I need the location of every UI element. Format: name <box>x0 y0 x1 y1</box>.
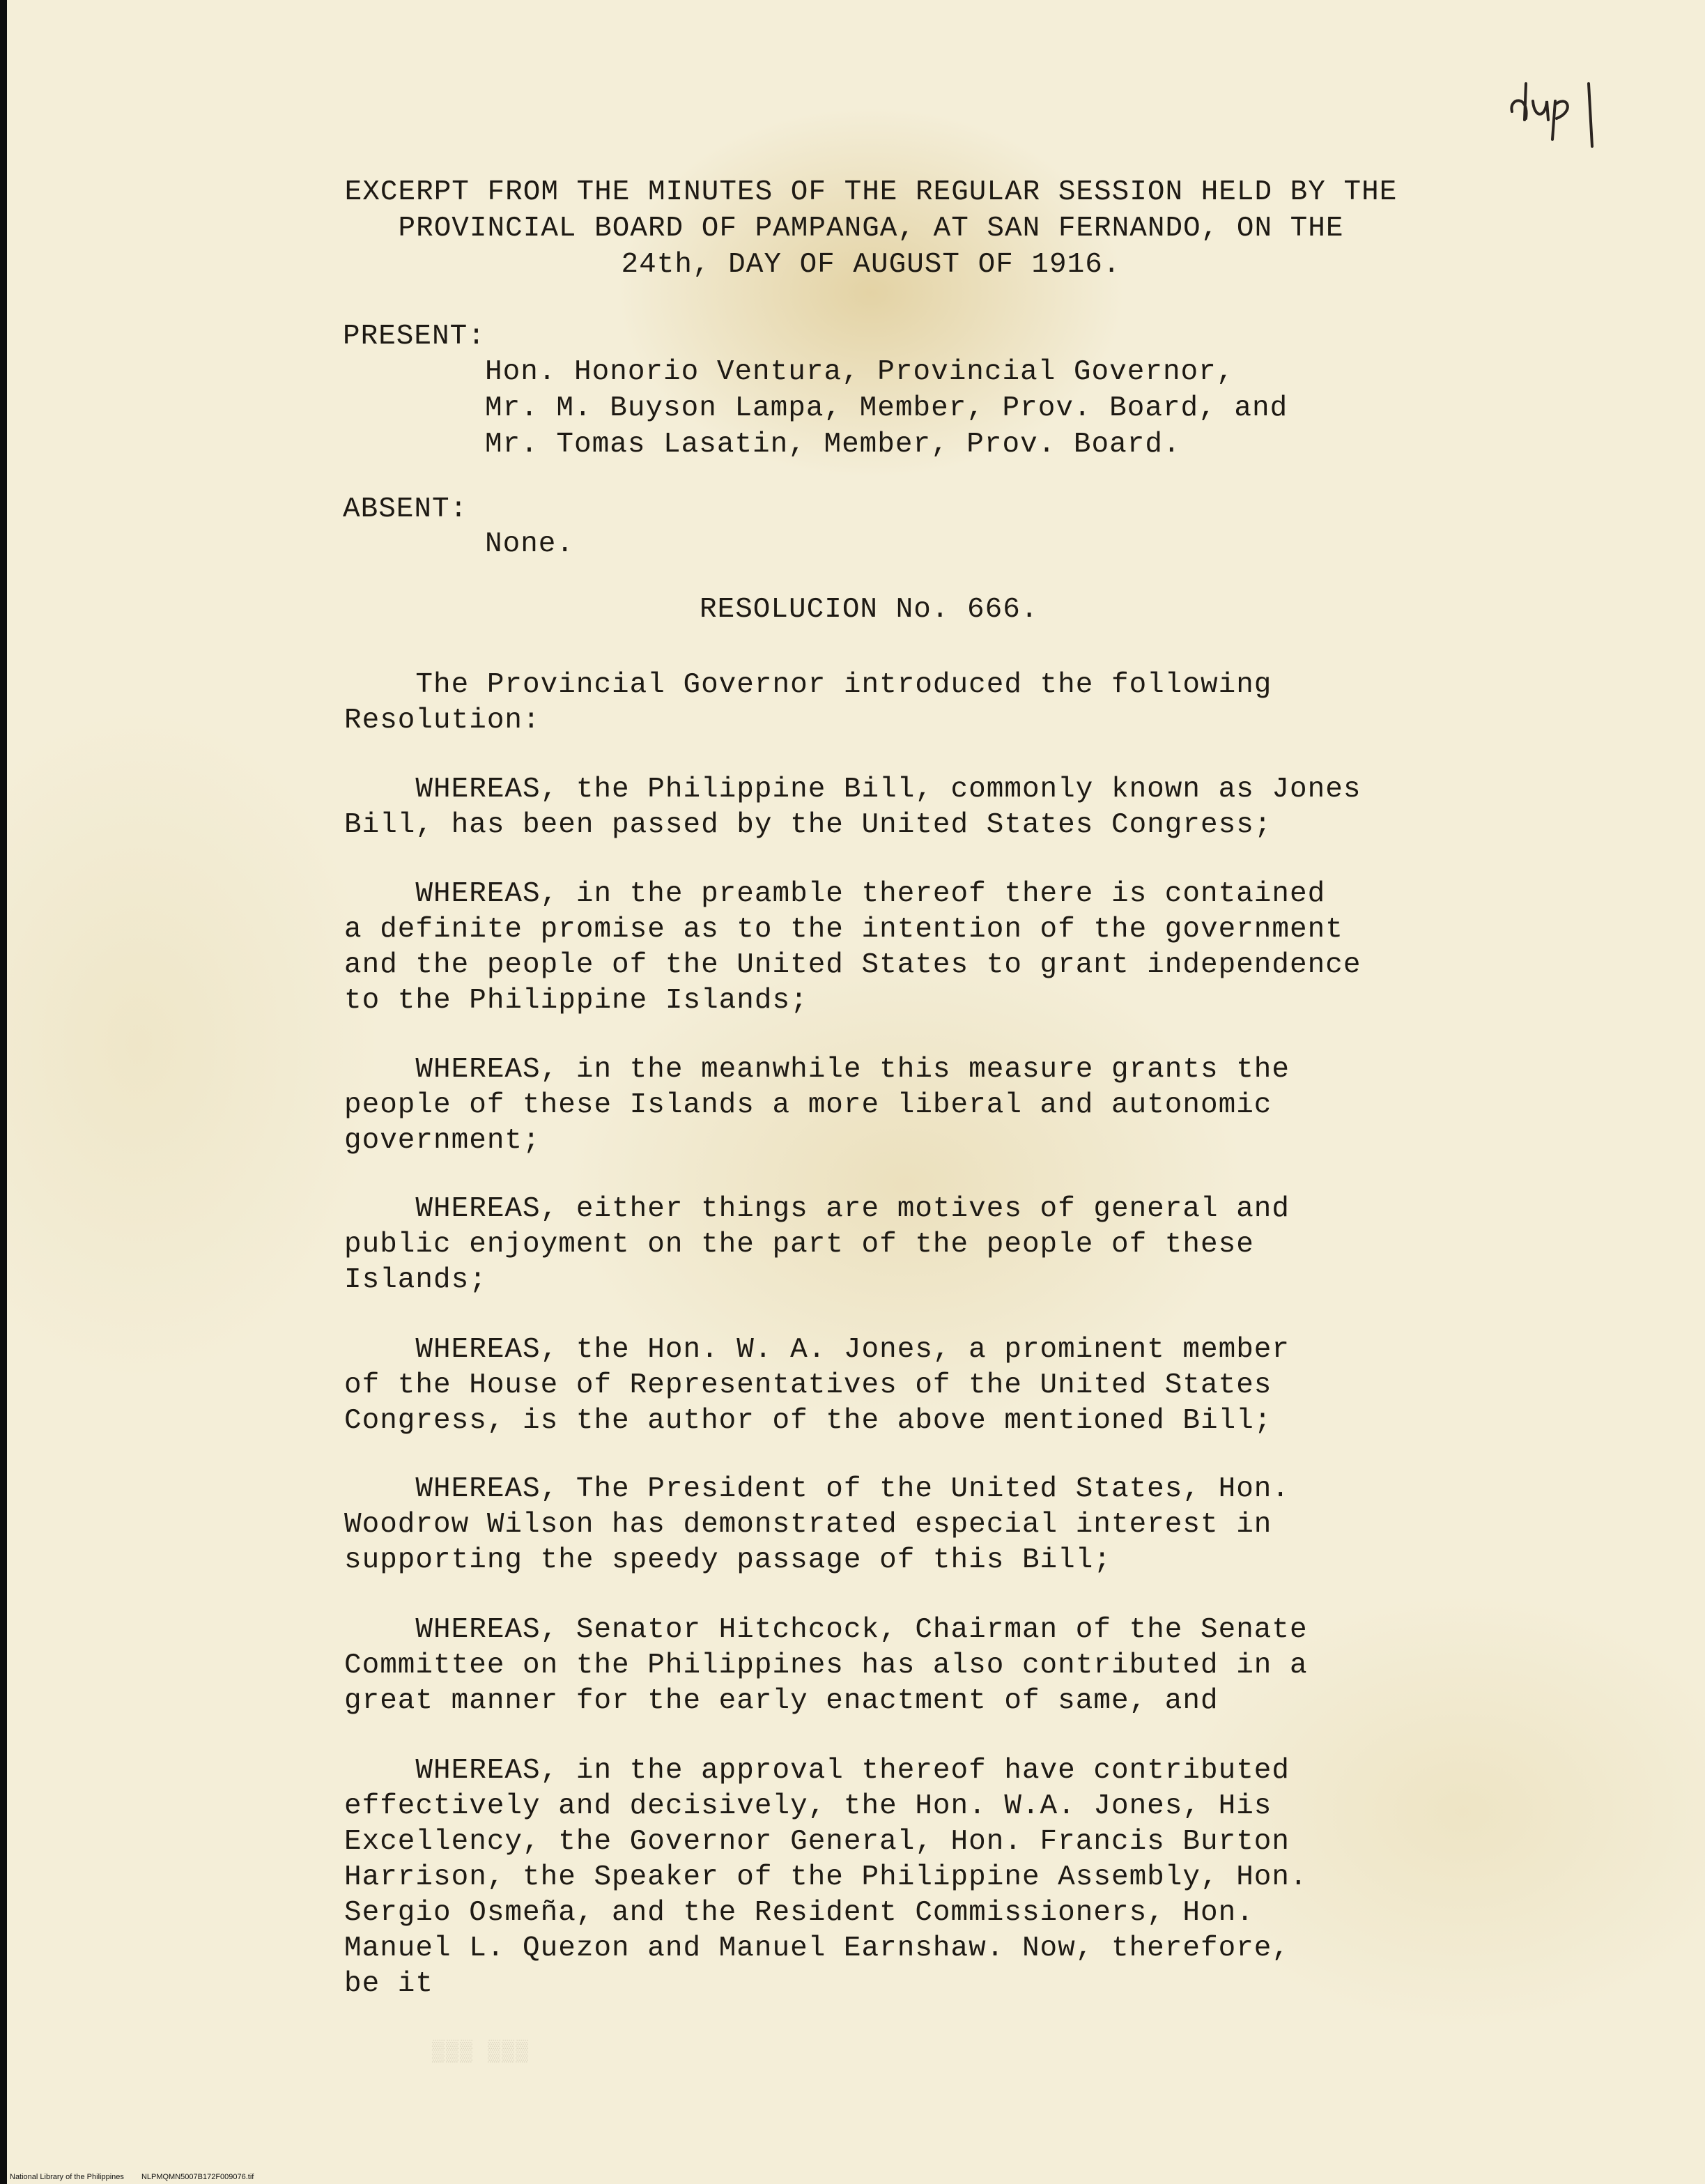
paragraph-line: Committee on the Philippines has also contributed in a <box>344 1649 1308 1682</box>
paragraph-line: WHEREAS, in the approval thereof have contributed <box>344 1755 1290 1787</box>
paragraph-line: WHEREAS, in the meanwhile this measure grants the <box>344 1054 1290 1086</box>
absent-value: None. <box>485 528 575 560</box>
paragraph-line: supporting the speedy passage of this Bill; <box>344 1544 1111 1576</box>
paragraph-line: WHEREAS, the Hon. W. A. Jones, a prominent member <box>344 1334 1290 1366</box>
paragraph-line: WHEREAS, the Philippine Bill, commonly known as Jones <box>344 774 1361 806</box>
paragraph-line: effectively and decisively, the Hon. W.A. Jones, His <box>344 1790 1272 1822</box>
paragraph-line: be it <box>344 1968 434 2000</box>
member-3: Mr. Tomas Lasatin, Member, Prov. Board. <box>485 429 1181 461</box>
handwritten-annotation <box>1505 70 1623 160</box>
paragraph-whereas-8 <box>344 1753 1445 2002</box>
heading-line-2: PROVINCIAL BOARD OF PAMPANGA, AT SAN FERNANDO, ON THE <box>398 213 1344 245</box>
paragraph-line: Bill, has been passed by the United States Congress; <box>344 809 1272 841</box>
heading-line-1: EXCERPT FROM THE MINUTES OF THE REGULAR SESSION HELD BY THE <box>344 176 1398 208</box>
paragraph-line: public enjoyment on the part of the people of these <box>344 1229 1254 1261</box>
paragraph-line: Congress, is the author of the above mentioned Bill; <box>344 1405 1272 1437</box>
heading-line-3: 24th, DAY OF AUGUST OF 1916. <box>621 249 1121 281</box>
paragraph-line: Resolution: <box>344 705 541 737</box>
paragraph-line: of the House of Representatives of the United States <box>344 1369 1272 1401</box>
present-label: PRESENT: <box>343 321 486 353</box>
paragraph-line: government; <box>344 1125 541 1157</box>
member-2: Mr. M. Buyson Lampa, Member, Prov. Board, and <box>485 392 1288 424</box>
paragraph-line: Excellency, the Governor General, Hon. Francis Burton <box>344 1826 1290 1858</box>
paragraph-whereas-4 <box>344 1192 1445 1298</box>
paragraph-line: WHEREAS, either things are motives of general and <box>344 1193 1290 1225</box>
paragraph-line: WHEREAS, The President of the United States, Hon. <box>344 1473 1290 1505</box>
member-1: Hon. Honorio Ventura, Provincial Governor, <box>485 356 1235 388</box>
paragraph-whereas-3 <box>344 1052 1445 1159</box>
paragraph-line: and the people of the United States to grant independence <box>344 949 1361 981</box>
paragraph-line: to the Philippine Islands; <box>344 985 808 1017</box>
paragraph-line: great manner for the early enactment of same, and <box>344 1685 1219 1717</box>
scan-edge <box>0 0 7 2184</box>
paragraph-line: a definite promise as to the intention of the government <box>344 914 1343 946</box>
paragraph-line: Sergio Osmeña, and the Resident Commissioners, Hon. <box>344 1897 1254 1929</box>
paragraph-line: WHEREAS, in the preamble thereof there is contained <box>344 878 1326 910</box>
paragraph-line: Islands; <box>344 1264 487 1296</box>
paragraph-intro <box>344 668 1445 739</box>
paragraph-whereas-5 <box>344 1332 1445 1439</box>
paragraph-whereas-1 <box>344 772 1445 843</box>
paragraph-line: WHEREAS, Senator Hitchcock, Chairman of the Senate <box>344 1614 1308 1646</box>
paragraph-line: people of these Islands a more liberal and autonomic <box>344 1089 1272 1121</box>
paragraph-whereas-7 <box>344 1613 1445 1719</box>
paragraph-line: Manuel L. Quezon and Manuel Earnshaw. Now, therefore, <box>344 1932 1290 1964</box>
scan-footer <box>10 2173 269 2181</box>
absent-label: ABSENT: <box>343 493 468 525</box>
footer-library: National Library of the Philippines <box>10 2173 124 2181</box>
faded-stamp: ▒▒▒ ▒▒▒ <box>432 2040 530 2064</box>
resolution-number: RESOLUCION No. 666. <box>700 594 1039 626</box>
paragraph-line: The Provincial Governor introduced the following <box>344 669 1272 701</box>
paragraph-line: Harrison, the Speaker of the Philippine Assembly, Hon. <box>344 1861 1308 1893</box>
paragraph-whereas-2 <box>344 877 1445 1019</box>
paragraph-line: Woodrow Wilson has demonstrated especial interest in <box>344 1509 1272 1541</box>
present-members <box>485 354 1288 463</box>
paragraph-whereas-6 <box>344 1472 1445 1578</box>
document-heading <box>307 174 1435 283</box>
footer-filename: NLPMQMN5007B172F009076.tif <box>141 2173 254 2181</box>
